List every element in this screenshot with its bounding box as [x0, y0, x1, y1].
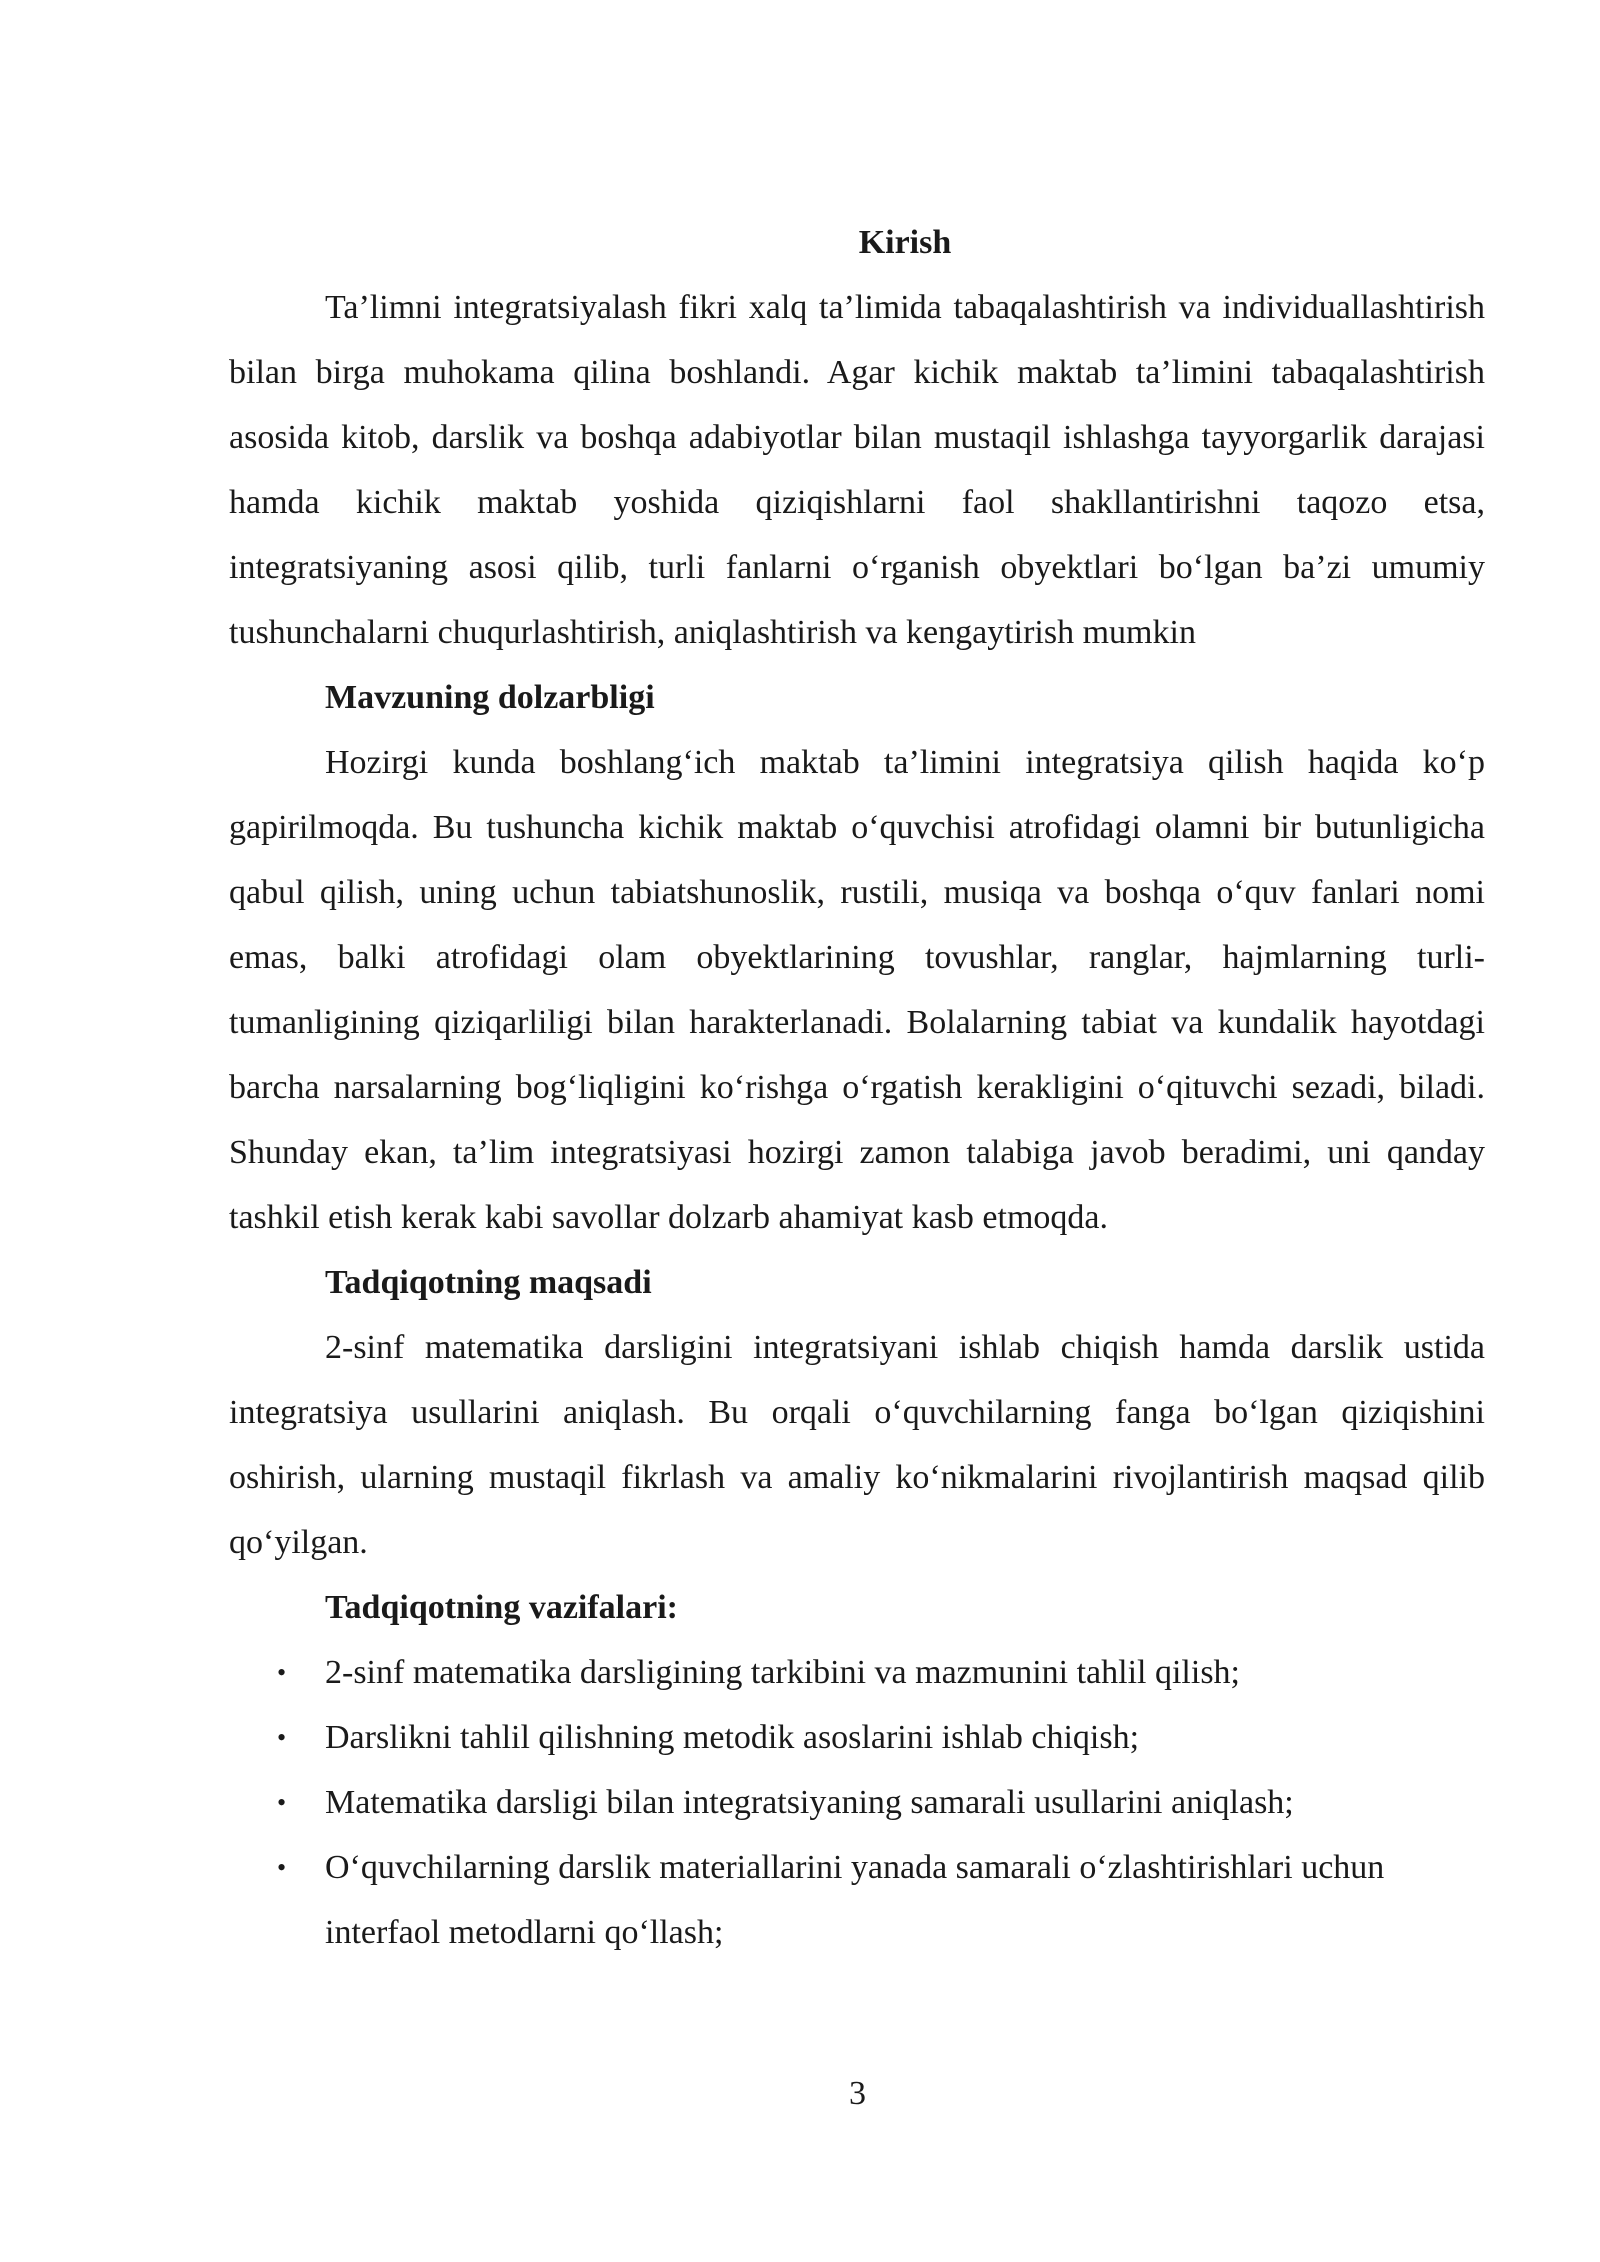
list-item	[229, 1705, 1485, 1770]
bullet-icon: •	[277, 1723, 287, 1752]
bullet-icon: •	[277, 1658, 287, 1687]
tasks-heading: Tadqiqotning vazifalari:	[325, 1589, 678, 1626]
document-page	[229, 210, 1485, 1965]
list-item	[229, 1770, 1485, 1835]
bullet-icon: •	[277, 1853, 287, 1882]
bullet-icon: •	[277, 1788, 287, 1817]
task-text: Matematika darsligi bilan integratsiyaning samarali usullarini aniqlash;	[325, 1784, 1294, 1821]
section-paragraph-relevance: Hozirgi kunda boshlang‘ich maktab ta’limini integratsiya qilish haqida ko‘p gapirilmoqda. Bu tushuncha kichik maktab o‘quvchisi atrofidagi olamni bir butunligicha qabul qilish, uning uchun tabiatshunoslik, rustili, musiqa va boshqa o‘quv fanlari nomi emas, balki atrofidagi olam obyektlarining tovushlar, ranglar, hajmlarning turli-tumanligining qiziqarliligi bilan harakterlanadi. Bolalarning tabiat va kundalik hayotdagi barcha narsalarning bog‘liqligini ko‘rishga o‘rgatish kerakligini o‘qituvchi sezadi, biladi. Shunday ekan, ta’lim integratsiyasi hozirgi zamon talabiga javob beradimi, uni qanday tashkil etish kerak kabi savollar dolzarb ahamiyat kasb etmoqda.	[229, 744, 1485, 1236]
tasks-list	[229, 1640, 1485, 1965]
list-item	[229, 1640, 1485, 1705]
task-text: Darslikni tahlil qilishning metodik asoslarini ishlab chiqish;	[325, 1719, 1140, 1756]
page-number: 3	[849, 2075, 866, 2112]
page-title: Kirish	[858, 224, 952, 261]
intro-paragraph: Ta’limni integratsiyalash fikri xalq ta’limida tabaqalashtirish va individuallashtirish bilan birga muhokama qilina boshlandi. Agar kichik maktab ta’limini tabaqalashtirish asosida kitob, darslik va boshqa adabiyotlar bilan mustaqil ishlashga tayyorgarlik darajasi hamda kichik maktab yoshida qiziqishlarni faol shakllantirishni taqozo etsa, integratsiyaning asosi qilib, turli fanlarni o‘rganish obyektlari bo‘lgan ba’zi umumiy tushunchalarni chuqurlashtirish, aniqlashtirish va kengaytirish mumkin	[229, 289, 1485, 651]
section-heading-goal: Tadqiqotning maqsadi	[325, 1264, 652, 1301]
section-heading-relevance: Mavzuning dolzarbligi	[325, 679, 655, 716]
task-text: O‘quvchilarning darslik materiallarini yanada samarali o‘zlashtirishlari uchun interfaol metodlarni qo‘llash;	[325, 1849, 1385, 1951]
section-paragraph-goal: 2-sinf matematika darsligini integratsiyani ishlab chiqish hamda darslik ustida integratsiya usullarini aniqlash. Bu orqali o‘quvchilarning fanga bo‘lgan qiziqishini oshirish, ularning mustaqil fikrlash va amaliy ko‘nikmalarini rivojlantirish maqsad qilib qo‘yilgan.	[229, 1329, 1485, 1561]
list-item	[229, 1835, 1485, 1965]
task-text: 2-sinf matematika darsligining tarkibini va mazmunini tahlil qilish;	[325, 1654, 1240, 1691]
